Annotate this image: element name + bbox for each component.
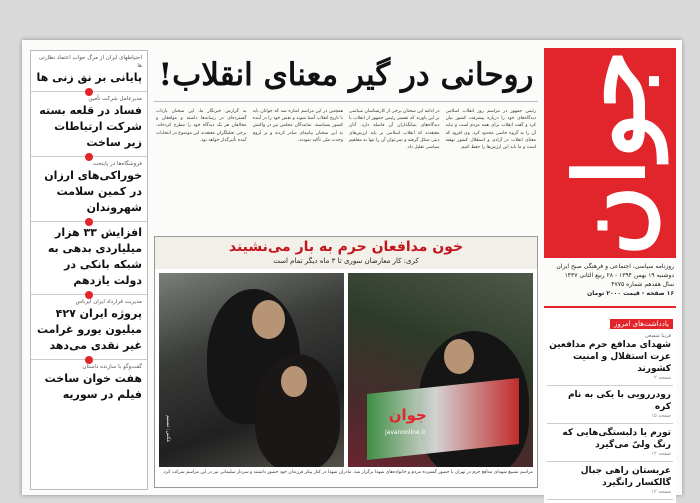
side-item-page: صفحه ۲: [654, 375, 671, 381]
masthead-column: [544, 48, 676, 495]
photo-credit: عکس: تسنیم: [165, 415, 171, 443]
funeral-photo-left: [159, 273, 344, 467]
side-item[interactable]: [547, 386, 673, 424]
story-body: [154, 102, 538, 228]
photo-pair: [159, 273, 533, 467]
side-item[interactable]: [547, 462, 673, 500]
notes-box-title: یادداشت‌های امروز: [610, 319, 673, 329]
watermark-logo: جوان: [388, 406, 427, 425]
side-item-page: صفحه ۱۲: [651, 451, 671, 457]
side-item-headline: شهدای مدافع حرم مدافعین عزت استقلال و امنیت کشورند: [549, 340, 671, 374]
headlines-column: [30, 50, 148, 490]
side-item-page: صفحه ۱۵: [651, 413, 671, 419]
side-item[interactable]: [547, 330, 673, 386]
story-column: همچنین در این مراسم اشاره شد که جوانان باید با تاریخ انقلاب آشنا شوند و نقش خود را در آینده کشور بشناسند. نمایندگان مجلس نیز در واکنش به این سخنان بیانیه‌ای صادر کردند و بر لزوم وحدت ملی تأکید نمودند.: [252, 109, 343, 143]
issue-info-line: روزنامه سیاسی، اجتماعی و فرهنگی صبح ایران: [556, 263, 674, 270]
photo-subhead: کری: کار معارضان سوری تا ۳ ماه دیگر تمام است: [155, 257, 537, 269]
mother-face: [281, 366, 307, 397]
headline-item[interactable]: [31, 157, 147, 222]
headline-item[interactable]: [31, 92, 147, 157]
headline-kicker: فروشگاه‌ها در پایتخت: [92, 161, 142, 167]
bullet-icon: [85, 218, 93, 226]
main-story: [154, 48, 538, 488]
issue-price: ۱۶ صفحه - قیمت ۲۰۰۰ تومان: [587, 290, 674, 297]
headline-text: پروژه ایران ۴۲۷ میلیون یورو غرامت غیر نقدی می‌دهد: [36, 307, 142, 352]
main-headline[interactable]: روحانی در گیر معنای انقلاب!: [154, 48, 538, 102]
headline-text: پایانی بر نق زنی ها: [36, 71, 142, 84]
masthead-logo: [544, 48, 676, 258]
headline-item[interactable]: [31, 360, 147, 408]
headline-kicker: مدیریت قرارداد ایران ایرباس: [75, 299, 142, 305]
bullet-icon: [85, 88, 93, 96]
side-item-headline: تورم یا دلبستگی‌هایی که رنگ ولیّ می‌گیرد: [562, 428, 671, 450]
headline-item[interactable]: [31, 51, 147, 92]
headline-text: هفت خوان ساخت فیلم در سوریه: [44, 372, 142, 401]
man-face: [252, 300, 285, 339]
headline-item[interactable]: [31, 222, 147, 295]
newspaper-page: [22, 40, 682, 495]
issue-info-line: سال هفدهم شماره ۴۷۷۵: [611, 281, 674, 288]
photo-caption: مراسم تشییع شهدای مدافع حرم در تهران با حضور گسترده مردم و خانواده‌های شهدا برگزار شد. مادران شهدا در کنار پیکر فرزندان خود حضور داشتند و سردار سلیمانی نیز در این مراسم شرکت کرد.: [162, 470, 533, 475]
notes-box: [544, 306, 676, 503]
side-item-kicker: فریبا شفیعی: [645, 333, 671, 339]
side-item[interactable]: [547, 424, 673, 462]
headline-item[interactable]: [31, 295, 147, 360]
headline-kicker: مدیرعامل شرکت تأمین: [88, 96, 142, 102]
side-item-page: صفحه ۱۲: [651, 489, 671, 495]
headline-text: خوراکی‌های ارزان در کمین سلامت شهروندان: [44, 169, 142, 214]
watermark-url: javanonline.ir: [385, 428, 426, 436]
photo-story: [154, 236, 538, 488]
story-column: رئیس جمهور در مراسم روز انقلاب اسلامی دیدگاه‌های خود را درباره پیشرفت کشور بیان کرد و گفت انقلاب برای همه مردم است و نباید آن را به گروه خاصی محدود کرد. وی افزود که معنای انقلاب در آزادی و استقلال کشور نهفته است و ما باید این ارزش‌ها را حفظ کنیم.: [445, 109, 536, 151]
bullet-icon: [85, 356, 93, 364]
funeral-photo-right: [348, 273, 533, 467]
bullet-icon: [85, 291, 93, 299]
side-item-headline: عربستان راهی جبال گالکسار رانگیرد: [580, 466, 671, 488]
side-item-headline: رودررویی با یکی به نام کره: [567, 390, 671, 412]
headline-kicker: گفت‌وگو با سازنده داستان: [82, 364, 142, 370]
issue-info: [544, 258, 676, 302]
photo-headline[interactable]: خون مدافعان حرم به بار می‌نشیند: [155, 237, 537, 257]
bullet-icon: [85, 153, 93, 161]
story-column: در ادامه این سخنان برخی از کارشناسان سیاسی بر این باورند که تفسیر رئیس جمهور از انقلاب با دیدگاه‌های بنیانگذاران آن فاصله دارد. آنان معتقدند که انقلاب اسلامی بر پایه ارزش‌های دینی شکل گرفته و نمی‌توان آن را تنها به مفاهیم سیاسی تقلیل داد.: [349, 109, 440, 151]
headline-text: فساد در قلعه بسته شرکت ارتباطات زیر ساخت: [39, 104, 142, 149]
story-column: به گزارش خبرنگار ما، این سخنان بازتاب گسترده‌ای در رسانه‌ها داشته و موافقان و مخالفان هر یک دیدگاه خود را مطرح کرده‌اند. برخی تحلیلگران معتقدند این موضوع در انتخابات آینده تأثیرگذار خواهد بود.: [156, 109, 247, 143]
masthead-name: جوان: [553, 49, 667, 257]
headline-text: افزایش ۳۳ هزار میلیاردی بدهی به شبکه بانکی در دولت یازدهم: [47, 226, 142, 287]
issue-info-line: دوشنبه ۱۹ بهمن ۱۳۹۴ - ۲۸ ربیع الثانی ۱۴۳۷: [564, 272, 674, 279]
mourner-face: [444, 339, 474, 374]
headline-kicker: احتیاطهای ایران از مرگ جواب اعتماد نظارتی ها: [38, 55, 142, 69]
